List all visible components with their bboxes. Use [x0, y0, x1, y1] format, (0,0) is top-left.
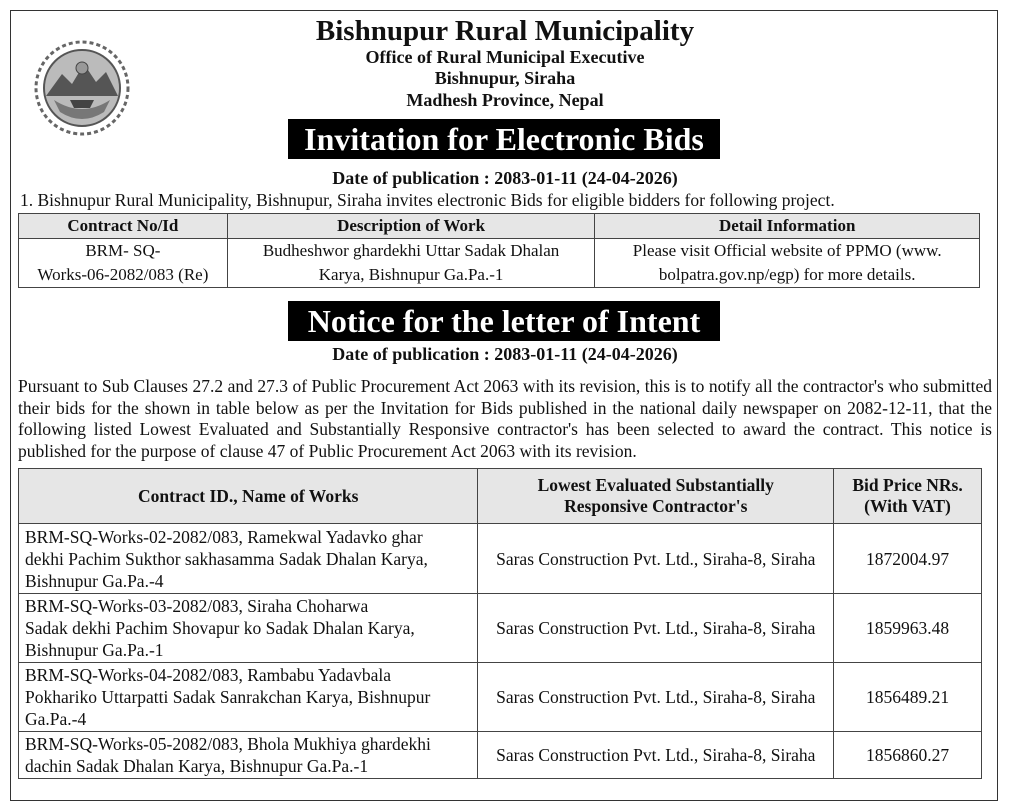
cell-line: Works-06-2082/083 (Re) — [37, 265, 209, 284]
cell-line: BRM-SQ-Works-05-2082/083, Bhola Mukhiya ghardekhi — [25, 734, 431, 754]
table-header-row — [19, 469, 982, 524]
cell-line: Please visit Official website of PPMO (www. — [632, 241, 942, 260]
province-name: Madhesh Province, Nepal — [406, 90, 604, 110]
cell-line: Karya, Bishnupur Ga.Pa.-1 — [318, 265, 504, 284]
invitation-banner: Invitation for Electronic Bids — [288, 119, 720, 159]
contractor-cell: Saras Construction Pvt. Ltd., Siraha-8, Siraha — [478, 663, 834, 732]
cell-line: Bishnupur Ga.Pa.-1 — [25, 640, 164, 660]
work-description-cell — [227, 239, 595, 288]
work-cell — [19, 524, 478, 594]
cell-line: dekhi Pachim Sukthor sakhasamma Sadak Dhalan Karya, — [25, 548, 428, 569]
invitation-intro: 1. Bishnupur Rural Municipality, Bishnupur, Siraha invites electronic Bids for eligible bidders for following project. — [20, 190, 835, 210]
price-cell: 1859963.48 — [834, 594, 982, 663]
table-row — [19, 594, 982, 663]
cell-line: Ga.Pa.-4 — [25, 709, 87, 729]
cell-line: BRM-SQ-Works-02-2082/083, Ramekwal Yadavko ghar — [25, 526, 423, 547]
invitation-date: Date of publication : 2083-01-11 (24-04-2026) — [332, 168, 678, 188]
cell-line: BRM-SQ-Works-04-2082/083, Rambabu Yadavbala — [25, 665, 392, 685]
cell-line: dachin Sadak Dhalan Karya, Bishnupur Ga.Pa.-1 — [25, 756, 369, 776]
header-line: (With VAT) — [864, 496, 951, 516]
table-row — [19, 663, 982, 732]
office-location: Bishnupur, Siraha — [434, 68, 576, 88]
table-row — [19, 732, 982, 779]
intent-paragraph: Pursuant to Sub Clauses 27.2 and 27.3 of Public Procurement Act 2063 with its revision, this is to notify all the contractor's who submitted their bids for the shown in table below as per the Invitation for Bids published in the national daily newspaper on 2082-12-11, that the following listed Lowest Evaluated and Substantially Responsive contractor's has been selected to award the contract. This notice is published for the purpose of clause 47 of Public Procurement Act 2063 with its revision. — [18, 376, 992, 461]
header-line: Responsive Contractor's — [564, 496, 748, 516]
column-header — [834, 469, 982, 524]
column-header: Description of Work — [227, 214, 595, 239]
contractor-cell: Saras Construction Pvt. Ltd., Siraha-8, Siraha — [478, 594, 834, 663]
table-row — [19, 239, 980, 288]
municipality-title: Bishnupur Rural Municipality — [315, 15, 695, 47]
cell-line: bolpatra.gov.np/egp) for more details. — [658, 265, 916, 284]
cell-line: BRM-SQ-Works-03-2082/083, Siraha Choharwa — [25, 596, 369, 616]
table-row — [19, 524, 982, 594]
intent-table — [18, 468, 982, 779]
cell-line: Bishnupur Ga.Pa.-4 — [25, 570, 164, 591]
work-cell — [19, 594, 478, 663]
cell-line: BRM- SQ- — [85, 241, 161, 260]
column-header: Detail Information — [595, 214, 980, 239]
intent-banner: Notice for the letter of Intent — [288, 301, 720, 341]
invitation-table — [18, 213, 980, 288]
contractor-cell: Saras Construction Pvt. Ltd., Siraha-8, Siraha — [478, 732, 834, 779]
contract-id-cell — [19, 239, 228, 288]
header-line: Lowest Evaluated Substantially — [537, 475, 774, 495]
cell-line: Budheshwor ghardekhi Uttar Sadak Dhalan — [262, 241, 560, 260]
column-header: Contract No/Id — [19, 214, 228, 239]
price-cell: 1856860.27 — [834, 732, 982, 779]
table-header-row — [19, 214, 980, 239]
work-cell — [19, 732, 478, 779]
intent-date: Date of publication : 2083-01-11 (24-04-2026) — [332, 344, 678, 364]
cell-line: Sadak dekhi Pachim Shovapur ko Sadak Dhalan Karya, — [25, 618, 415, 638]
column-header — [478, 469, 834, 524]
office-name: Office of Rural Municipal Executive — [365, 47, 645, 67]
price-cell: 1856489.21 — [834, 663, 982, 732]
cell-line: Pokhariko Uttarpatti Sadak Sanrakchan Karya, Bishnupur — [25, 687, 431, 707]
header-line: Bid Price NRs. — [852, 475, 963, 495]
contractor-cell: Saras Construction Pvt. Ltd., Siraha-8, Siraha — [478, 524, 834, 594]
price-cell: 1872004.97 — [834, 524, 982, 594]
detail-info-cell — [595, 239, 980, 288]
column-header: Contract ID., Name of Works — [19, 469, 478, 524]
work-cell — [19, 663, 478, 732]
